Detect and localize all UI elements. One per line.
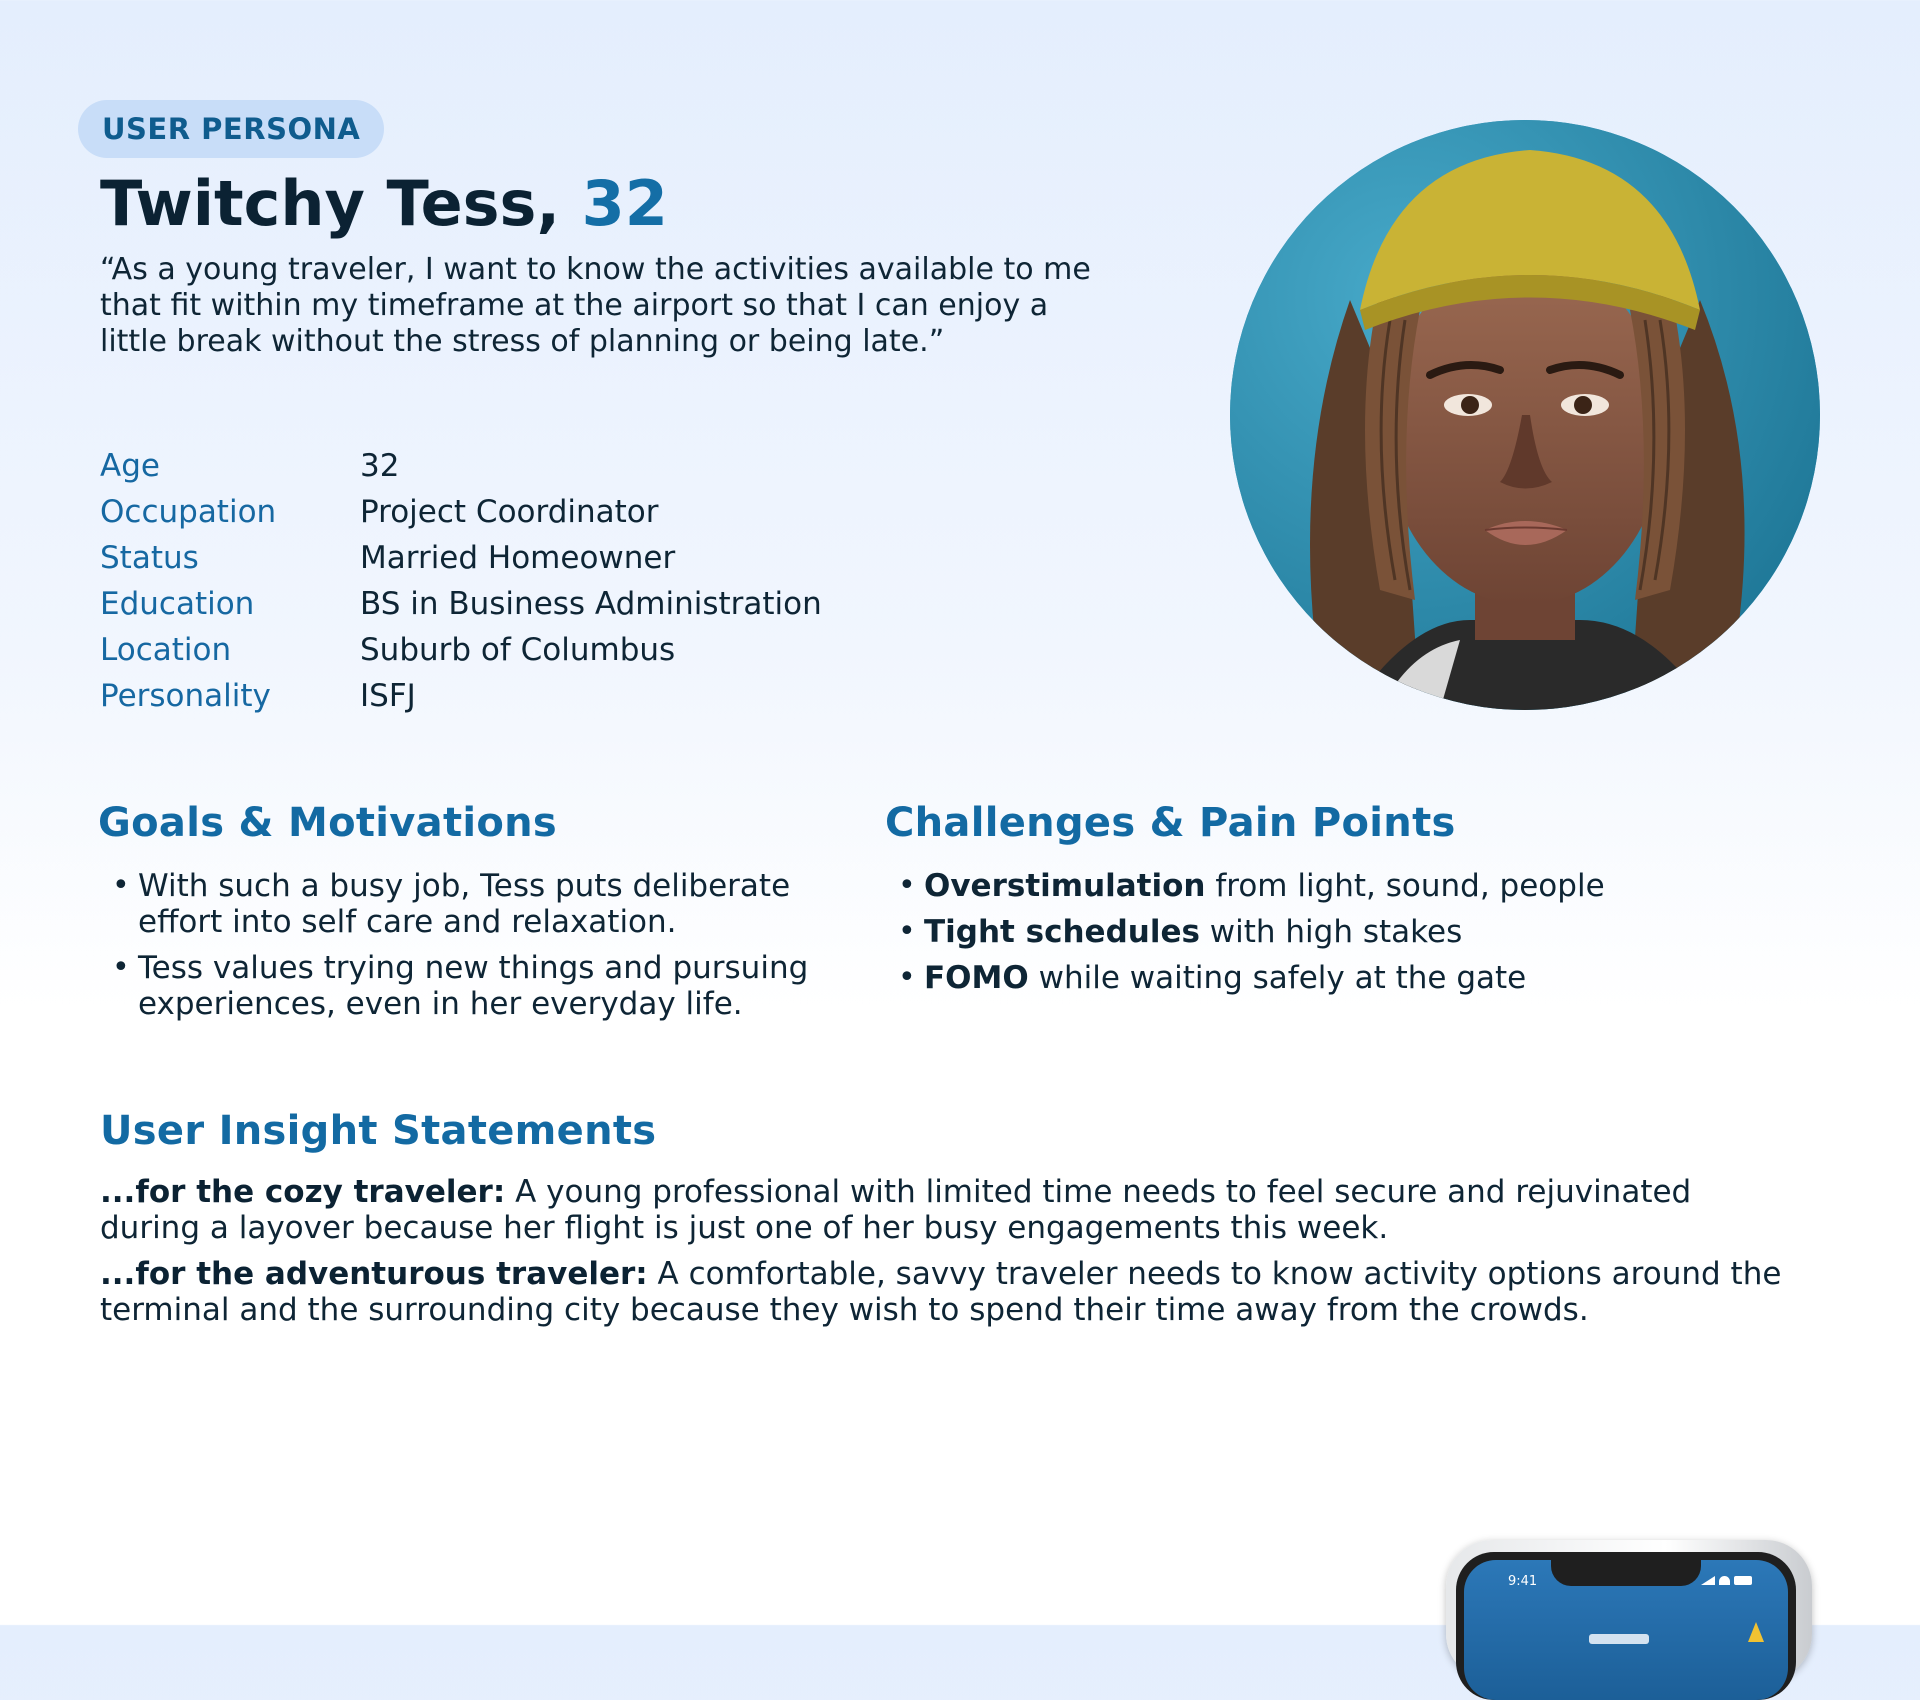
insight-text: A young professional with limited time needs to feel secure and rejuvinated during a layover because her flight is just one of her busy engagements this week. — [100, 1174, 1692, 1246]
fact-label: Status — [100, 540, 199, 576]
wifi-icon — [1719, 1576, 1730, 1585]
fact-row-education — [100, 581, 822, 627]
fact-value: ISFJ — [360, 678, 416, 714]
list-item — [886, 914, 1786, 950]
battery-icon — [1734, 1576, 1752, 1585]
list-item — [886, 868, 1786, 904]
fact-row-personality — [100, 673, 822, 719]
fact-row-occupation — [100, 489, 822, 535]
phone-notch — [1551, 1552, 1701, 1586]
challenges-heading: Challenges & Pain Points — [885, 800, 1456, 846]
fact-label: Occupation — [100, 494, 277, 530]
fact-row-location — [100, 627, 822, 673]
phone-screen-heading-peek — [1589, 1634, 1649, 1644]
insight-text: A comfortable, savvy traveler needs to know activity options around the terminal and the surrounding city because they wish to spend their time away from the crowds. — [100, 1256, 1782, 1328]
fact-label: Age — [100, 448, 160, 484]
persona-title — [100, 168, 668, 239]
fact-value: BS in Business Administration — [360, 586, 822, 622]
insight-statement — [100, 1174, 1800, 1246]
persona-quote: “As a young traveler, I want to know the activities available to me that fit within my timeframe at the airport so that I can enjoy a little break without the stress of planning or being late.” — [100, 252, 1091, 359]
challenge-text: with high stakes — [1199, 914, 1463, 950]
challenge-keyword: Tight schedules — [924, 914, 1200, 950]
persona-portrait-illustration — [1230, 120, 1820, 710]
challenge-text: while waiting safely at the gate — [1028, 960, 1527, 996]
goals-heading: Goals & Motivations — [98, 800, 558, 846]
list-item — [886, 960, 1786, 996]
challenges-list — [886, 868, 1786, 1006]
phone-status-icons — [1701, 1576, 1752, 1585]
phone-mockup — [1446, 1540, 1812, 1680]
fact-label: Location — [100, 632, 232, 668]
fact-value: Project Coordinator — [360, 494, 659, 530]
insights-heading: User Insight Statements — [100, 1108, 657, 1154]
fact-value: Married Homeowner — [360, 540, 676, 576]
challenge-keyword: Overstimulation — [924, 868, 1206, 904]
signal-icon — [1701, 1576, 1715, 1585]
persona-facts — [100, 443, 822, 719]
list-item: • Tess values trying new things and pursuing experiences, even in her everyday life. — [100, 950, 860, 1022]
phone-screen — [1456, 1552, 1796, 1700]
insight-audience: ...for the adventurous traveler: — [100, 1256, 648, 1292]
persona-age: 32 — [581, 167, 668, 240]
phone-status-time: 9:41 — [1508, 1574, 1538, 1589]
phone-screen-badge-icon — [1748, 1622, 1764, 1642]
fact-value: 32 — [360, 448, 400, 484]
challenge-keyword: FOMO — [924, 960, 1029, 996]
persona-badge — [78, 100, 384, 158]
insight-statement — [100, 1256, 1800, 1328]
fact-label: Personality — [100, 678, 271, 714]
list-item: • With such a busy job, Tess puts deliberate effort into self care and relaxation. — [100, 868, 860, 940]
persona-badge-label: USER PERSONA — [102, 112, 361, 146]
fact-row-age — [100, 443, 822, 489]
persona-name: Twitchy Tess, — [100, 167, 561, 240]
fact-value: Suburb of Columbus — [360, 632, 676, 668]
fact-row-status — [100, 535, 822, 581]
fact-label: Education — [100, 586, 255, 622]
challenge-text: from light, sound, people — [1205, 868, 1605, 904]
persona-photo — [1230, 120, 1820, 710]
insights-list — [100, 1174, 1800, 1338]
insight-audience: ...for the cozy traveler: — [100, 1174, 506, 1210]
goals-list — [100, 868, 860, 1032]
